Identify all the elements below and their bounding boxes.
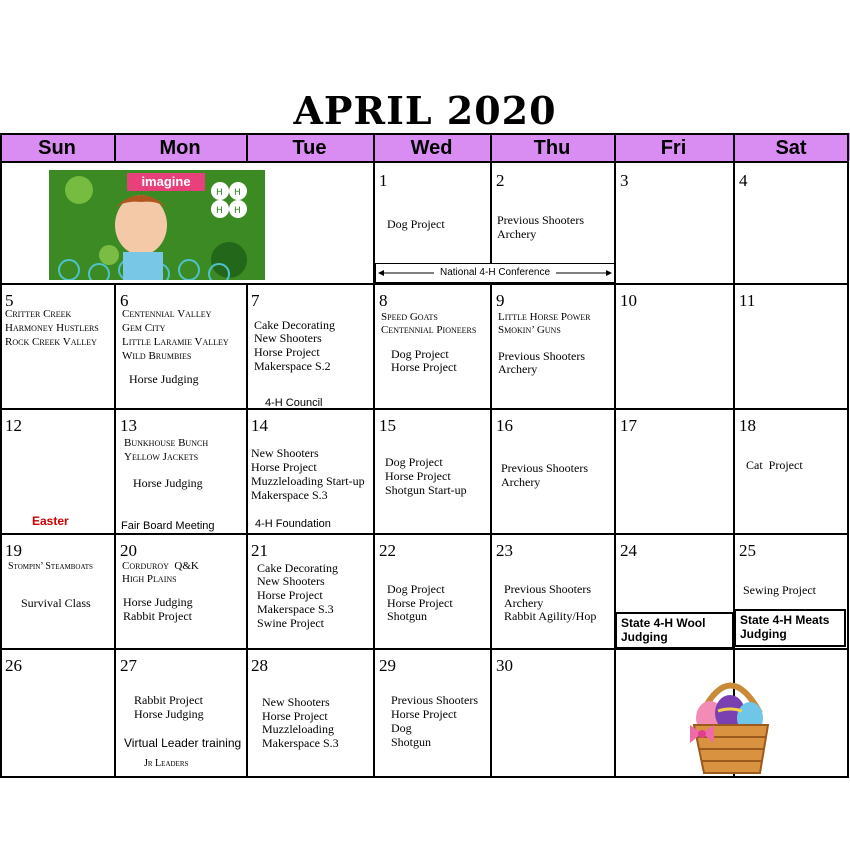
weekday-sun: Sun — [38, 137, 76, 159]
event: Dog Project — [387, 217, 445, 231]
event: Previous Shooters — [497, 213, 584, 227]
event: Horse Project — [391, 707, 457, 721]
event: Cake Decorating — [254, 318, 335, 332]
weekday-fri: Fri — [660, 137, 687, 159]
event: Survival Class — [21, 596, 91, 610]
day-13: 13 — [120, 416, 137, 435]
day-11: 11 — [739, 291, 756, 310]
club: Little Horse Power — [498, 311, 591, 323]
club: Wild Brumbies — [122, 350, 192, 362]
event: Horse Project — [251, 460, 317, 474]
state-wool-judging: State 4-H Wool Judging — [615, 612, 734, 649]
event: Cat Project — [746, 458, 803, 472]
day-12: 12 — [5, 416, 22, 435]
svg-text:H: H — [234, 188, 241, 198]
day-2: 2 — [496, 171, 505, 190]
event: Muzzleloading Start-up — [251, 474, 365, 488]
event: Previous Shooters — [391, 693, 478, 707]
event: Horse Judging — [133, 476, 203, 490]
event-footer: 4-H Council — [265, 397, 323, 409]
day-30: 30 — [496, 656, 513, 675]
day-26: 26 — [5, 656, 22, 675]
easter-basket-icon — [680, 663, 780, 778]
4h-imagine-photo — [49, 170, 265, 280]
weekday-mon: Mon — [159, 137, 201, 159]
day-16: 16 — [496, 416, 513, 435]
event: Horse Project — [254, 345, 320, 359]
day-28: 28 — [251, 656, 268, 675]
event-footer: Fair Board Meeting — [121, 520, 215, 532]
day-19: 19 — [5, 541, 22, 560]
day-17: 17 — [620, 416, 637, 435]
event: Makerspace S.3 — [262, 736, 339, 750]
day-18: 18 — [739, 416, 756, 435]
day-24: 24 — [620, 541, 637, 560]
event: Rabbit Agility/Hop — [504, 609, 597, 623]
club: Gem City — [122, 322, 166, 334]
event: Dog Project — [385, 455, 443, 469]
day-25: 25 — [739, 541, 756, 560]
svg-text:H: H — [216, 188, 223, 198]
weekday-thu: Thu — [533, 137, 571, 159]
event: Horse Project — [385, 469, 451, 483]
club: Centennial Valley — [122, 308, 212, 320]
easter-label: Easter — [32, 514, 69, 528]
club: Jr Leaders — [144, 758, 189, 769]
event: Rabbit Project — [134, 693, 203, 707]
event: Virtual Leader training — [124, 736, 242, 750]
conference-banner — [375, 263, 615, 283]
event: Horse Project — [391, 360, 457, 374]
day-22: 22 — [379, 541, 396, 560]
day-29: 29 — [379, 656, 396, 675]
club: Speed Goats — [381, 311, 438, 323]
imagine-label: imagine — [141, 174, 191, 189]
event: New Shooters — [251, 446, 319, 460]
club: Rock Creek Valley — [5, 336, 97, 348]
club: Bunkhouse Bunch — [124, 437, 209, 449]
event: Horse Judging — [123, 595, 193, 609]
day-14: 14 — [251, 416, 268, 435]
event: Archery — [501, 475, 541, 489]
event: Archery — [497, 227, 537, 241]
event: Dog — [391, 721, 412, 735]
club: Yellow Jackets — [124, 451, 199, 463]
weekday-wed: Wed — [410, 137, 453, 159]
day-20: 20 — [120, 541, 137, 560]
day-7: 7 — [251, 291, 260, 310]
event: Horse Judging — [134, 707, 204, 721]
event: Previous Shooters — [498, 349, 585, 363]
calendar-grid — [0, 133, 850, 778]
weekday-sat: Sat — [775, 137, 807, 159]
event: Rabbit Project — [123, 609, 192, 623]
day-9: 9 — [496, 291, 505, 310]
conference-label: National 4-H Conference — [439, 267, 551, 278]
event: Horse Project — [257, 588, 323, 602]
club: Little Laramie Valley — [122, 336, 229, 348]
club: High Plains — [122, 573, 177, 585]
day-1: 1 — [379, 171, 388, 190]
event: New Shooters — [262, 695, 330, 709]
day-23: 23 — [496, 541, 513, 560]
club: Harmoney Hustlers — [5, 322, 99, 334]
day-5: 5 — [5, 291, 14, 310]
event: Horse Project — [262, 709, 328, 723]
club: Critter Creek — [5, 308, 72, 320]
svg-text:H: H — [234, 206, 241, 216]
event: Swine Project — [257, 616, 324, 630]
day-8: 8 — [379, 291, 388, 310]
event: Makerspace S.3 — [251, 488, 328, 502]
event: Muzzleloading — [262, 722, 334, 736]
event: Horse Judging — [129, 372, 199, 386]
weekday-tue: Tue — [292, 137, 327, 159]
event: Dog Project — [387, 582, 445, 596]
calendar-title: APRIL 2020 — [293, 88, 557, 133]
event: Horse Project — [387, 596, 453, 610]
event: Archery — [504, 596, 544, 610]
event: Makerspace S.3 — [257, 602, 334, 616]
svg-text:H: H — [216, 206, 223, 216]
event: Shotgun — [387, 609, 428, 623]
event-footer: 4-H Foundation — [255, 518, 331, 530]
event: Makerspace S.2 — [254, 359, 331, 373]
event: Dog Project — [391, 347, 449, 361]
day-6: 6 — [120, 291, 129, 310]
event: Cake Decorating — [257, 561, 338, 575]
day-10: 10 — [620, 291, 637, 310]
club: Corduroy Q&K — [122, 560, 199, 572]
day-4: 4 — [739, 171, 748, 190]
event: New Shooters — [254, 331, 322, 345]
day-27: 27 — [120, 656, 137, 675]
event: Shotgun — [391, 735, 432, 749]
state-meats-judging: State 4-H Meats Judging — [734, 609, 846, 647]
day-21: 21 — [251, 541, 268, 560]
club: Centennial Pioneers — [381, 324, 477, 336]
event: Shotgun Start-up — [385, 483, 467, 497]
day-3: 3 — [620, 171, 629, 190]
event: New Shooters — [257, 574, 325, 588]
club: Smokin’ Guns — [498, 324, 561, 336]
club: Stompin’ Steamboats — [8, 561, 93, 572]
event: Sewing Project — [743, 583, 816, 597]
event: Archery — [498, 362, 538, 376]
event: Previous Shooters — [501, 461, 588, 475]
day-15: 15 — [379, 416, 396, 435]
event: Previous Shooters — [504, 582, 591, 596]
